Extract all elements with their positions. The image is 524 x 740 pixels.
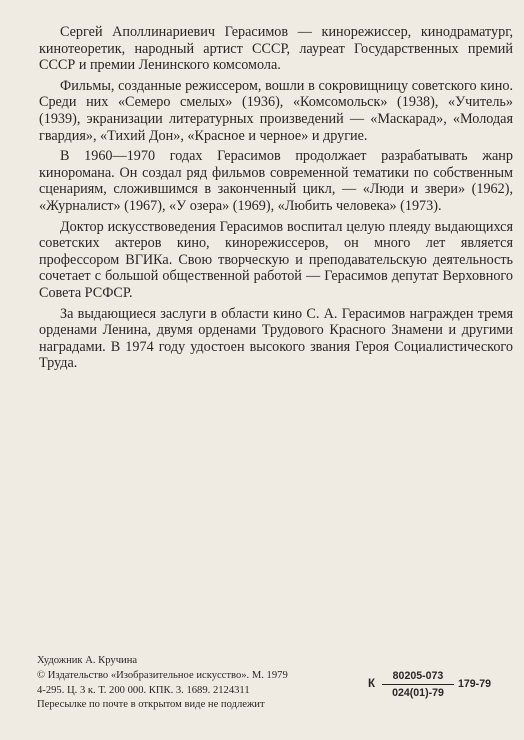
index-fraction (382, 670, 454, 700)
index-suffix: 179-79 (458, 678, 491, 690)
biography-text (39, 24, 513, 376)
index-letter: К (368, 678, 376, 690)
biography-paragraph-4: Доктор искусствоведения Герасимов воспитал целую плеяду выдающихся советских актеров кино, кинорежиссеров, он много лет является профессором ВГИКа. Свою творческую и преподавательскую деятельность сочетает с большой общественной работой — Герасимов депутат Верховного Совета РСФСР. (39, 218, 513, 301)
biography-paragraph-2: Фильмы, созданные режиссером, вошли в сокровищницу советского кино. Среди них «Семеро смелых» (1936), «Комсомольск» (1938), «Учитель» (1939), экранизации литературных произведений — «Маскарад», «Молодая гвардия», «Тихий Дон», «Красное и черное» и другие. (39, 77, 513, 144)
mailing-notice: Пересылке по почте в открытом виде не подлежит (37, 699, 265, 711)
index-denominator: 024(01)-79 (392, 687, 444, 699)
biography-paragraph-3: В 1960—1970 годах Герасимов продолжает разрабатывать жанр кинoромана. Он создал ряд фильмов современной тематики по собственным сценариям, сложившимся в законченный цикл, — «Люди и звери» (1962), «Журналист» (1967), «У озера» (1969), «Любить человека» (1973). (39, 148, 513, 214)
print-codes: 4-295. Ц. 3 к. Т. 200 000. КПК. 3. 1689. 2124311 (37, 684, 250, 696)
publisher-copyright: © Издательство «Изобразительное искусство». М. 1979 (37, 669, 288, 681)
biography-paragraph-5: За выдающиеся заслуги в области кино С. А. Герасимов награжден тремя орденами Ленина, двумя орденами Трудового Красного Знамени и другими наградами. В 1974 году удостоен высокого звания Героя Социалистического Труда. (39, 305, 513, 372)
index-numerator: 80205-073 (382, 670, 454, 685)
biography-paragraph-1: Сергей Аполлинариевич Герасимов — кинорежиссер, кинодраматург, кинотеоретик, народный артист СССР, лауреат Государственных премий СССР и премии Ленинского комсомола. (39, 24, 513, 74)
publication-imprint (37, 654, 367, 713)
artist-credit: Художник А. Кручина (37, 655, 138, 666)
